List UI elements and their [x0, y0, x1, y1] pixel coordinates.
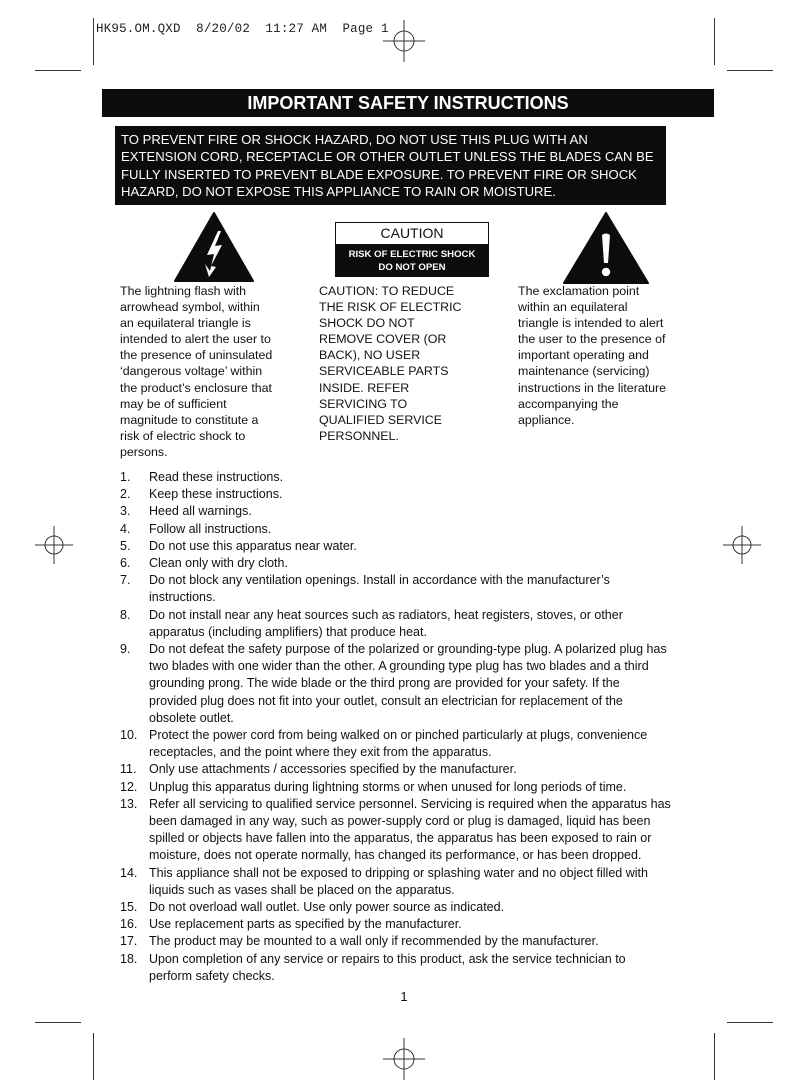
instruction-item [120, 727, 700, 761]
instruction-line: Refer all servicing to qualified service personnel. Servicing is required when the apparatus has [149, 796, 671, 811]
description-line: SERVICEABLE PARTS [319, 364, 449, 379]
instruction-text [149, 555, 700, 572]
instruction-item [120, 521, 700, 538]
description-line: SERVICING TO [319, 396, 408, 411]
instruction-text [149, 727, 700, 761]
instruction-text [149, 951, 700, 985]
description-line: an equilateral triangle is [120, 316, 251, 331]
instruction-item [120, 899, 700, 916]
instruction-text [149, 779, 700, 796]
instruction-line: Unplug this apparatus during lightning storms or when unused for long periods of time. [149, 779, 627, 794]
instruction-number: 9. [120, 642, 131, 657]
description-line: The lightning flash with [120, 284, 247, 298]
instruction-line: spilled or objects have fallen into the apparatus, the apparatus has been exposed to rain or [149, 831, 652, 846]
lightning-description [120, 283, 310, 460]
instruction-number: 13. [120, 796, 138, 811]
description-line: triangle is intended to alert [518, 316, 664, 331]
description-line: QUALIFIED SERVICE [319, 412, 443, 427]
instruction-item [120, 779, 700, 796]
instruction-number: 1. [120, 470, 131, 484]
registration-mark-icon [34, 525, 74, 565]
instruction-text [149, 486, 700, 503]
registration-mark-icon [722, 525, 762, 565]
instruction-line: provided plug does not fit into your outlet, consult an electrician for replacement of the [149, 693, 623, 708]
description-line: intended to alert the user to [120, 332, 271, 347]
instruction-item [120, 538, 700, 555]
description-line: instructions in the literature [518, 380, 667, 395]
instruction-line: Protect the power cord from being walked on or pinched particularly at plugs, convenience [149, 728, 648, 743]
instruction-line: two blades with one wider than the other. A grounding type plug has two blades and a third [149, 659, 649, 674]
instruction-text [149, 641, 700, 727]
instruction-number: 17. [120, 934, 138, 949]
instruction-number: 8. [120, 607, 131, 622]
description-line: risk of electric shock to [120, 428, 246, 443]
description-line: CAUTION: TO REDUCE [319, 284, 455, 298]
description-line: the user to the presence of [518, 332, 666, 347]
caution-description [319, 283, 509, 444]
description-line: appliance. [518, 412, 575, 427]
instruction-line: Do not block any ventilation openings. Install in accordance with the manufacturer’s [149, 573, 610, 588]
instruction-item [120, 865, 700, 899]
caution-subheading [335, 245, 489, 277]
instruction-number: 12. [120, 779, 138, 794]
instruction-number: 3. [120, 504, 131, 519]
instruction-line: Use replacement parts as specified by the manufacturer. [149, 917, 462, 932]
caution-heading: CAUTION [335, 222, 489, 245]
instruction-item [120, 555, 700, 572]
caution-sub-line: DO NOT OPEN [378, 262, 446, 273]
description-line: BACK), NO USER [319, 348, 421, 363]
instruction-number: 7. [120, 573, 131, 588]
fire-shock-warning: TO PREVENT FIRE OR SHOCK HAZARD, DO NOT USE THIS PLUG WITH AN EXTENSION CORD, RECEPTACLE OR OTHER OUTLET UNLESS THE BLADES CAN BE FULLY INSERTED TO PREVENT BLADE EXPOSURE. TO PREVENT FIRE OR SHOCK HAZARD, DO NOT EXPOSE THIS APPLIANCE TO RAIN OR MOISTURE. [115, 126, 666, 205]
instruction-number: 15. [120, 900, 138, 915]
instruction-line: Read these instructions. [149, 470, 284, 484]
instruction-item [120, 607, 700, 641]
description-line: persons. [120, 444, 168, 459]
lightning-triangle-icon [173, 211, 255, 283]
instruction-number: 5. [120, 538, 131, 553]
description-line: The exclamation point [518, 284, 640, 298]
instruction-line: apparatus (including amplifiers) that produce heat. [149, 624, 427, 639]
instruction-line: This appliance shall not be exposed to dripping or splashing water and no object filled with [149, 865, 648, 880]
instruction-number: 14. [120, 865, 138, 880]
description-line: THE RISK OF ELECTRIC [319, 300, 462, 315]
instruction-line: The product may be mounted to a wall only if recommended by the manufacturer. [149, 934, 599, 949]
exclamation-description [518, 283, 708, 428]
instruction-text [149, 796, 700, 865]
instruction-line: Upon completion of any service or repairs to this product, ask the service technician to [149, 951, 626, 966]
instruction-line: Do not defeat the safety purpose of the polarized or grounding-type plug. A polarized plug has [149, 642, 667, 657]
instruction-number: 4. [120, 521, 131, 536]
instruction-line: liquids such as vases shall be placed on the apparatus. [149, 882, 455, 897]
instruction-line: moisture, does not operate normally, has changed its performance, or has been dropped. [149, 848, 642, 863]
instruction-number: 6. [120, 556, 131, 571]
instruction-number: 18. [120, 951, 138, 966]
instruction-line: Do not use this apparatus near water. [149, 538, 357, 553]
description-line: INSIDE. REFER [319, 380, 410, 395]
instruction-line: Follow all instructions. [149, 521, 272, 536]
description-line: magnitude to constitute a [120, 412, 259, 427]
description-line: may be of sufficient [120, 396, 227, 411]
instruction-text [149, 933, 700, 950]
instruction-item [120, 796, 700, 865]
instruction-item [120, 503, 700, 520]
description-line: the presence of uninsulated [120, 348, 273, 363]
instruction-item [120, 641, 700, 727]
instruction-number: 10. [120, 728, 138, 743]
instruction-line: been damaged in any way, such as power-supply cord or plug is damaged, liquid has been [149, 814, 651, 829]
page-number: 1 [400, 989, 408, 1004]
instruction-text [149, 521, 700, 538]
instruction-text [149, 607, 700, 641]
page-title: IMPORTANT SAFETY INSTRUCTIONS [102, 89, 714, 117]
safety-instructions-list [120, 469, 700, 985]
instruction-text [149, 538, 700, 555]
description-line: the product’s enclosure that [120, 380, 272, 395]
exclamation-triangle-icon [562, 211, 650, 285]
description-line: REMOVE COVER (OR [319, 332, 447, 347]
instruction-item [120, 761, 700, 778]
instruction-item [120, 933, 700, 950]
instruction-text [149, 899, 700, 916]
instruction-text [149, 761, 700, 778]
instruction-line: Clean only with dry cloth. [149, 556, 288, 571]
registration-mark-icon [381, 18, 427, 64]
instruction-line: instructions. [149, 590, 216, 605]
instruction-item [120, 469, 700, 486]
instruction-text [149, 865, 700, 899]
description-line: within an equilateral [518, 300, 628, 315]
instruction-line: receptacles, and the point where they exit from the apparatus. [149, 745, 492, 760]
description-line: maintenance (servicing) [518, 364, 650, 379]
instruction-text [149, 469, 700, 486]
print-slug: HK95.OM.QXD 8/20/02 11:27 AM Page 1 [96, 22, 389, 36]
description-line: arrowhead symbol, within [120, 300, 260, 315]
instruction-item [120, 572, 700, 606]
description-line: PERSONNEL. [319, 428, 399, 443]
instruction-line: Do not install near any heat sources such as radiators, heat registers, stoves, or other [149, 607, 623, 622]
instruction-line: perform safety checks. [149, 968, 275, 983]
instruction-line: Only use attachments / accessories specified by the manufacturer. [149, 762, 517, 777]
description-line: important operating and [518, 348, 649, 363]
instruction-number: 11. [120, 762, 137, 777]
instruction-item [120, 916, 700, 933]
instruction-line: Heed all warnings. [149, 504, 252, 519]
instruction-text [149, 572, 700, 606]
instruction-line: Do not overload wall outlet. Use only power source as indicated. [149, 900, 505, 915]
instruction-number: 16. [120, 917, 138, 932]
instruction-line: grounding prong. The wide blade or the third prong are provided for your safety. If the [149, 676, 620, 691]
description-line: SHOCK DO NOT [319, 316, 415, 331]
instruction-text [149, 503, 700, 520]
description-line: ‘dangerous voltage’ within [120, 364, 263, 379]
instruction-line: Keep these instructions. [149, 487, 283, 502]
instruction-line: obsolete outlet. [149, 710, 234, 725]
instruction-item [120, 951, 700, 985]
instruction-number: 2. [120, 487, 131, 502]
caution-sub-line: RISK OF ELECTRIC SHOCK [348, 249, 476, 260]
registration-mark-icon [381, 1036, 427, 1082]
instruction-text [149, 916, 700, 933]
description-line: accompanying the [518, 396, 619, 411]
instruction-item [120, 486, 700, 503]
